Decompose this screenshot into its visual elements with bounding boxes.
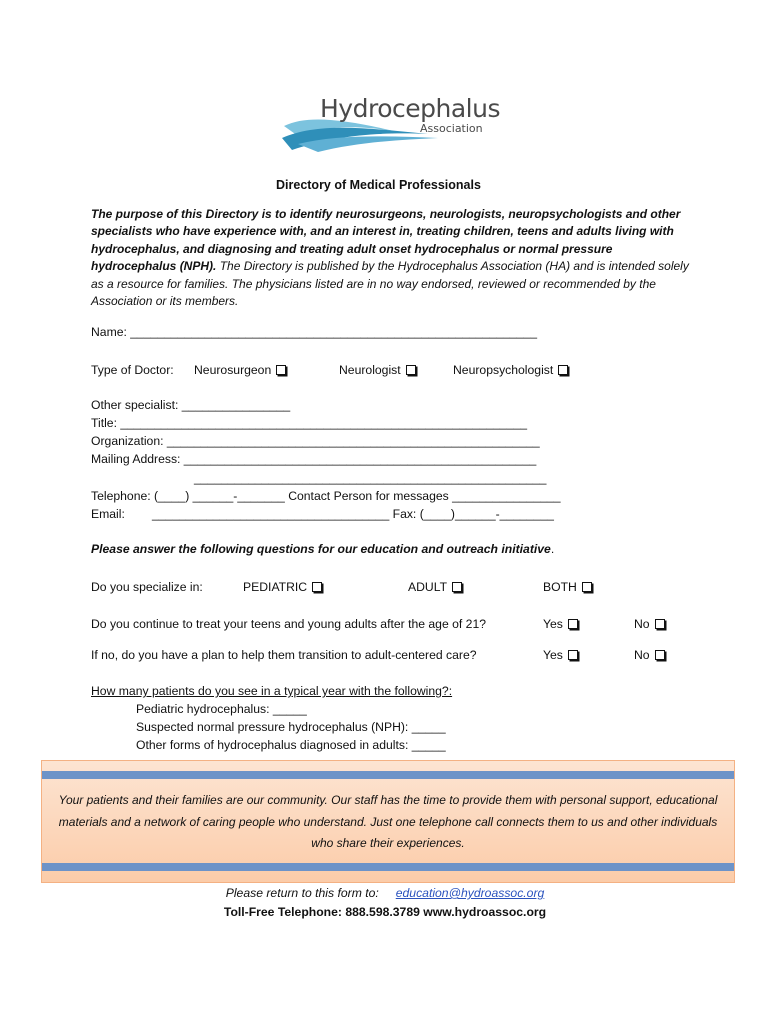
checkbox-icon[interactable] <box>655 650 665 660</box>
other-specialist-field[interactable]: Other specialist: ________________ <box>91 398 291 412</box>
option-neurosurgeon-label: Neurosurgeon <box>194 363 272 377</box>
question-teens: Do you continue to treat your teens and young adults after the age of 21? <box>91 617 487 631</box>
logo-name: Hydrocephalus <box>320 94 500 123</box>
patients-pediatric-field[interactable]: Pediatric hydrocephalus: _____ <box>136 702 307 716</box>
option-pediatric[interactable] <box>243 578 322 596</box>
checkbox-icon[interactable] <box>406 365 416 375</box>
option-neurologist[interactable] <box>339 361 416 379</box>
page-title: Directory of Medical Professionals <box>276 178 481 192</box>
yes-label: Yes <box>543 617 563 631</box>
option-no-q3[interactable] <box>634 646 665 664</box>
checkbox-icon[interactable] <box>312 582 322 592</box>
option-both[interactable] <box>543 578 592 596</box>
footer-tollfree: Toll-Free Telephone: 888.598.3789 www.hydroassoc.org <box>223 905 547 919</box>
option-pediatric-label: PEDIATRIC <box>243 580 308 594</box>
organization-field[interactable]: Organization: _______________________________________________________ <box>91 434 540 448</box>
option-neurosurgeon[interactable] <box>194 361 286 379</box>
checkbox-icon[interactable] <box>276 365 286 375</box>
option-no-q2[interactable] <box>634 615 665 633</box>
no-label: No <box>634 648 650 662</box>
mailing-address-field[interactable]: Mailing Address: ____________________________________________________ <box>91 452 537 466</box>
footer-return <box>0 884 770 902</box>
option-neuropsychologist[interactable] <box>453 361 568 379</box>
logo <box>278 92 498 154</box>
intro-bold: The purpose of this Directory is to identify neurosurgeons, neurologists, neuropsychologists and other specialists who have experience with, and an interest in, treating children, teens and adults living with hydrocephalus, and diagnosing and treating adult onset hydrocephalus or normal pressure hydrocephalus (NPH). <box>91 207 681 274</box>
community-banner <box>41 760 735 883</box>
checkbox-icon[interactable] <box>568 619 578 629</box>
option-yes-q2[interactable] <box>543 615 578 633</box>
yes-label: Yes <box>543 648 563 662</box>
option-adult-label: ADULT <box>408 580 448 594</box>
footer-email-link[interactable]: education@hydroassoc.org <box>395 886 545 900</box>
option-neuropsychologist-label: Neuropsychologist <box>453 363 554 377</box>
option-neurologist-label: Neurologist <box>339 363 401 377</box>
option-both-label: BOTH <box>543 580 577 594</box>
patients-heading: How many patients do you see in a typical year with the following?: <box>91 684 453 698</box>
banner-bottom-bar <box>42 863 734 871</box>
questions-heading <box>91 540 554 558</box>
name-field[interactable]: Name: ____________________________________________________________ <box>91 325 537 339</box>
type-of-doctor-label: Type of Doctor: <box>91 363 174 377</box>
checkbox-icon[interactable] <box>655 619 665 629</box>
checkbox-icon[interactable] <box>452 582 462 592</box>
checkbox-icon[interactable] <box>558 365 568 375</box>
patients-other-field[interactable]: Other forms of hydrocephalus diagnosed in adults: _____ <box>136 738 446 752</box>
checkbox-icon[interactable] <box>568 650 578 660</box>
mailing-address-field-2[interactable]: ____________________________________________________ <box>194 471 547 485</box>
banner-text: Your patients and their families are our community. Our staff has the time to provide them with personal support, educational materials and a network of caring people who understand. Just one telephone call connects them to us and other individuals who share their experiences. <box>58 793 718 850</box>
banner-top-bar <box>42 771 734 779</box>
email-label: Email: <box>91 507 125 521</box>
no-label: No <box>634 617 650 631</box>
question-transition: If no, do you have a plan to help them transition to adult-centered care? <box>91 648 477 662</box>
checkbox-icon[interactable] <box>582 582 592 592</box>
footer-return-label: Please return to this form to: <box>225 886 379 900</box>
option-adult[interactable] <box>408 578 462 596</box>
logo-sub: Association <box>420 122 483 135</box>
intro-rest: The Directory is published by the Hydrocephalus Association (HA) and is intended solely as a resource for families. The physicians listed are in no way endorsed, reviewed or recommended by the Association or its members. <box>91 259 689 309</box>
telephone-field[interactable]: Telephone: (____) ______-_______ Contact Person for messages ________________ <box>91 489 561 503</box>
intro-paragraph <box>91 206 691 310</box>
questions-heading-dot: . <box>550 542 555 556</box>
option-yes-q3[interactable] <box>543 646 578 664</box>
patients-nph-field[interactable]: Suspected normal pressure hydrocephalus (NPH): _____ <box>136 720 446 734</box>
questions-heading-text: Please answer the following questions for our education and outreach initiative <box>91 542 551 556</box>
title-field[interactable]: Title: ____________________________________________________________ <box>91 416 528 430</box>
email-fax-field[interactable]: ___________________________________ Fax: (____)______-________ <box>152 507 554 521</box>
question-specialize: Do you specialize in: <box>91 580 203 594</box>
